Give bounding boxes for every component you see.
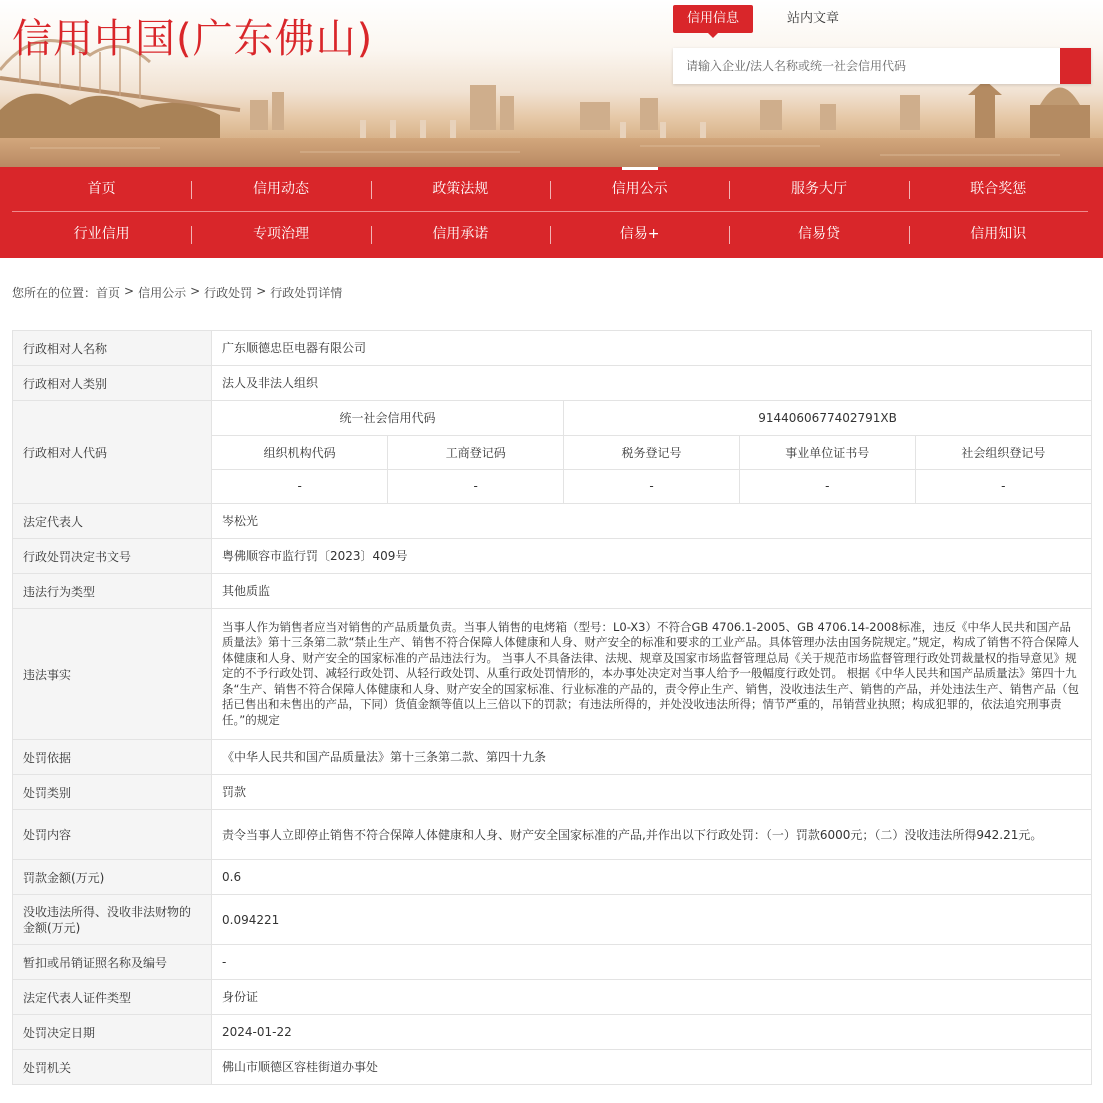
social-org-label: 社会组织登记号 <box>915 435 1091 469</box>
table-row <box>13 945 1092 980</box>
breadcrumb-prefix: 您所在的位置： <box>12 286 97 300</box>
search-button[interactable] <box>1060 48 1091 84</box>
table-row <box>13 895 1092 945</box>
search-input[interactable] <box>673 48 1060 84</box>
table-row <box>13 1015 1092 1050</box>
violation-facts: 当事人作为销售者应当对销售的产品质量负责。当事人销售的电烤箱（型号：L0-X3）不符合GB 4706.1-2005、GB 4706.14-2008标准，违反《中华人民共和国产品质量法》第十三条第二款“禁止生产、销售不符合保障人体健康和人身、财产安全的标准和要求的工业产品。具体管理办法由国务院规定。”规定，构成了销售不符合保障人体健康和人身、财产安全的国家标准的产品违法行为。 当事人不具备法律、法规、规章及国家市场监督管理总局《关于规范市场监督管理行政处罚裁量权的指导意见》规定的不予行政处罚、减轻行政处罚、从轻行政处罚、从重行政处罚情形的，本办事处决定对当事人给予一般幅度行政处罚。 根据《中华人民共和国产品质量法》第四十九条“生产、销售不符合保障人体健康和人身、财产安全的国家标准、行业标准的产品的，责令停止生产、销售，没收违法生产、销售的产品，并处违法生产、销售产品（包括已售出和未售出的产品，下同）货值金额等值以上三倍以下的罚款；有违法所得的，并处没收违法所得；情节严重的，吊销营业执照；构成犯罪的，依法追究刑事责任。”的规定 <box>212 609 1092 740</box>
row-label: 违法事实 <box>13 609 212 740</box>
row-label: 罚款金额(万元) <box>13 860 212 895</box>
penalty-content: 责令当事人立即停止销售不符合保障人体健康和人身、财产安全国家标准的产品,并作出以下行政处罚：（一）罚款6000元；（二）没收违法所得942.21元。 <box>212 810 1092 860</box>
tab-site-articles[interactable]: 站内文章 <box>787 11 840 26</box>
breadcrumb-link-admin-penalty[interactable]: 行政处罚 <box>204 286 253 300</box>
party-codes <box>212 401 1092 504</box>
nav-row-1 <box>12 167 1088 212</box>
uscc-value: 9144060677402791XB <box>564 401 1091 435</box>
nav-credit-publicity[interactable]: 信用公示 <box>550 167 729 211</box>
table-row <box>13 980 1092 1015</box>
legal-rep-id-type: 身份证 <box>212 980 1092 1015</box>
nav-xinyi-plus[interactable]: 信易+ <box>550 212 729 257</box>
legal-representative: 岑松光 <box>212 504 1092 539</box>
table-row <box>13 810 1092 860</box>
nav-home[interactable]: 首页 <box>87 181 116 197</box>
tab-credit-info[interactable]: 信用信息 <box>673 5 753 33</box>
nav-joint-reward-punish[interactable]: 联合奖惩 <box>909 167 1088 211</box>
nav-credit-news[interactable]: 信用动态 <box>191 167 370 211</box>
nav-row-2 <box>12 212 1088 257</box>
org-code-value: - <box>212 469 388 503</box>
breadcrumb-separator: > <box>124 284 135 298</box>
breadcrumb-separator: > <box>190 284 201 298</box>
row-label: 处罚决定日期 <box>13 1015 212 1050</box>
search-type-tabs <box>673 5 873 35</box>
header-banner <box>0 0 1103 167</box>
party-name: 广东顺德忠臣电器有限公司 <box>212 331 1092 366</box>
row-label: 处罚内容 <box>13 810 212 860</box>
table-row <box>13 775 1092 810</box>
row-label: 处罚类别 <box>13 775 212 810</box>
inst-cert-value: - <box>739 469 915 503</box>
table-row <box>13 401 1092 504</box>
row-label: 违法行为类型 <box>13 574 212 609</box>
tax-reg-value: - <box>564 469 740 503</box>
table-row <box>13 504 1092 539</box>
confiscation-amount: 0.094221 <box>212 895 1092 945</box>
penalty-authority: 佛山市顺德区容桂街道办事处 <box>212 1050 1092 1085</box>
table-row <box>13 740 1092 775</box>
nav-special-governance[interactable]: 专项治理 <box>191 212 370 257</box>
nav-credit-knowledge[interactable]: 信用知识 <box>909 212 1088 257</box>
breadcrumb-link-credit-publicity[interactable]: 信用公示 <box>138 286 187 300</box>
row-label: 法定代表人 <box>13 504 212 539</box>
row-label: 法定代表人证件类型 <box>13 980 212 1015</box>
row-label: 行政处罚决定书文号 <box>13 539 212 574</box>
penalty-detail-table <box>12 330 1092 1085</box>
row-label: 处罚依据 <box>13 740 212 775</box>
row-label: 没收违法所得、没收非法财物的金额(万元) <box>13 895 212 945</box>
decision-doc-number: 粤佛顺容市监行罚〔2023〕409号 <box>212 539 1092 574</box>
table-row <box>13 539 1092 574</box>
table-row <box>13 574 1092 609</box>
nav-xinyi-loan[interactable]: 信易贷 <box>729 212 908 257</box>
row-label: 行政相对人类别 <box>13 366 212 401</box>
violation-type: 其他质监 <box>212 574 1092 609</box>
party-codes-table <box>212 401 1091 503</box>
biz-reg-label: 工商登记码 <box>388 435 564 469</box>
search-box <box>673 48 1091 84</box>
party-type: 法人及非法人组织 <box>212 366 1092 401</box>
breadcrumb-separator: > <box>256 284 267 298</box>
table-row <box>13 609 1092 740</box>
biz-reg-value: - <box>388 469 564 503</box>
social-org-value: - <box>915 469 1091 503</box>
nav-policy[interactable]: 政策法规 <box>371 167 550 211</box>
table-row <box>13 331 1092 366</box>
penalty-category: 罚款 <box>212 775 1092 810</box>
table-row <box>13 860 1092 895</box>
main-nav <box>0 167 1103 258</box>
breadcrumb <box>12 284 342 301</box>
table-row <box>13 366 1092 401</box>
tax-reg-label: 税务登记号 <box>564 435 740 469</box>
site-title[interactable]: 信用中国(广东佛山) <box>12 16 374 62</box>
inst-cert-label: 事业单位证书号 <box>739 435 915 469</box>
fine-amount: 0.6 <box>212 860 1092 895</box>
license-revocation: - <box>212 945 1092 980</box>
breadcrumb-link-home[interactable]: 首页 <box>96 286 121 300</box>
search-icon <box>673 48 689 64</box>
table-row <box>13 1050 1092 1085</box>
decision-date: 2024-01-22 <box>212 1015 1092 1050</box>
nav-industry-credit[interactable]: 行业信用 <box>73 226 130 242</box>
row-label: 行政相对人代码 <box>13 401 212 504</box>
org-code-label: 组织机构代码 <box>212 435 388 469</box>
nav-credit-commitment[interactable]: 信用承诺 <box>371 212 550 257</box>
row-label: 暂扣或吊销证照名称及编号 <box>13 945 212 980</box>
row-label: 行政相对人名称 <box>13 331 212 366</box>
uscc-label: 统一社会信用代码 <box>339 411 436 426</box>
row-label: 处罚机关 <box>13 1050 212 1085</box>
penalty-basis: 《中华人民共和国产品质量法》第十三条第二款、第四十九条 <box>212 740 1092 775</box>
nav-service-hall[interactable]: 服务大厅 <box>729 167 908 211</box>
breadcrumb-current: 行政处罚详情 <box>270 286 343 300</box>
